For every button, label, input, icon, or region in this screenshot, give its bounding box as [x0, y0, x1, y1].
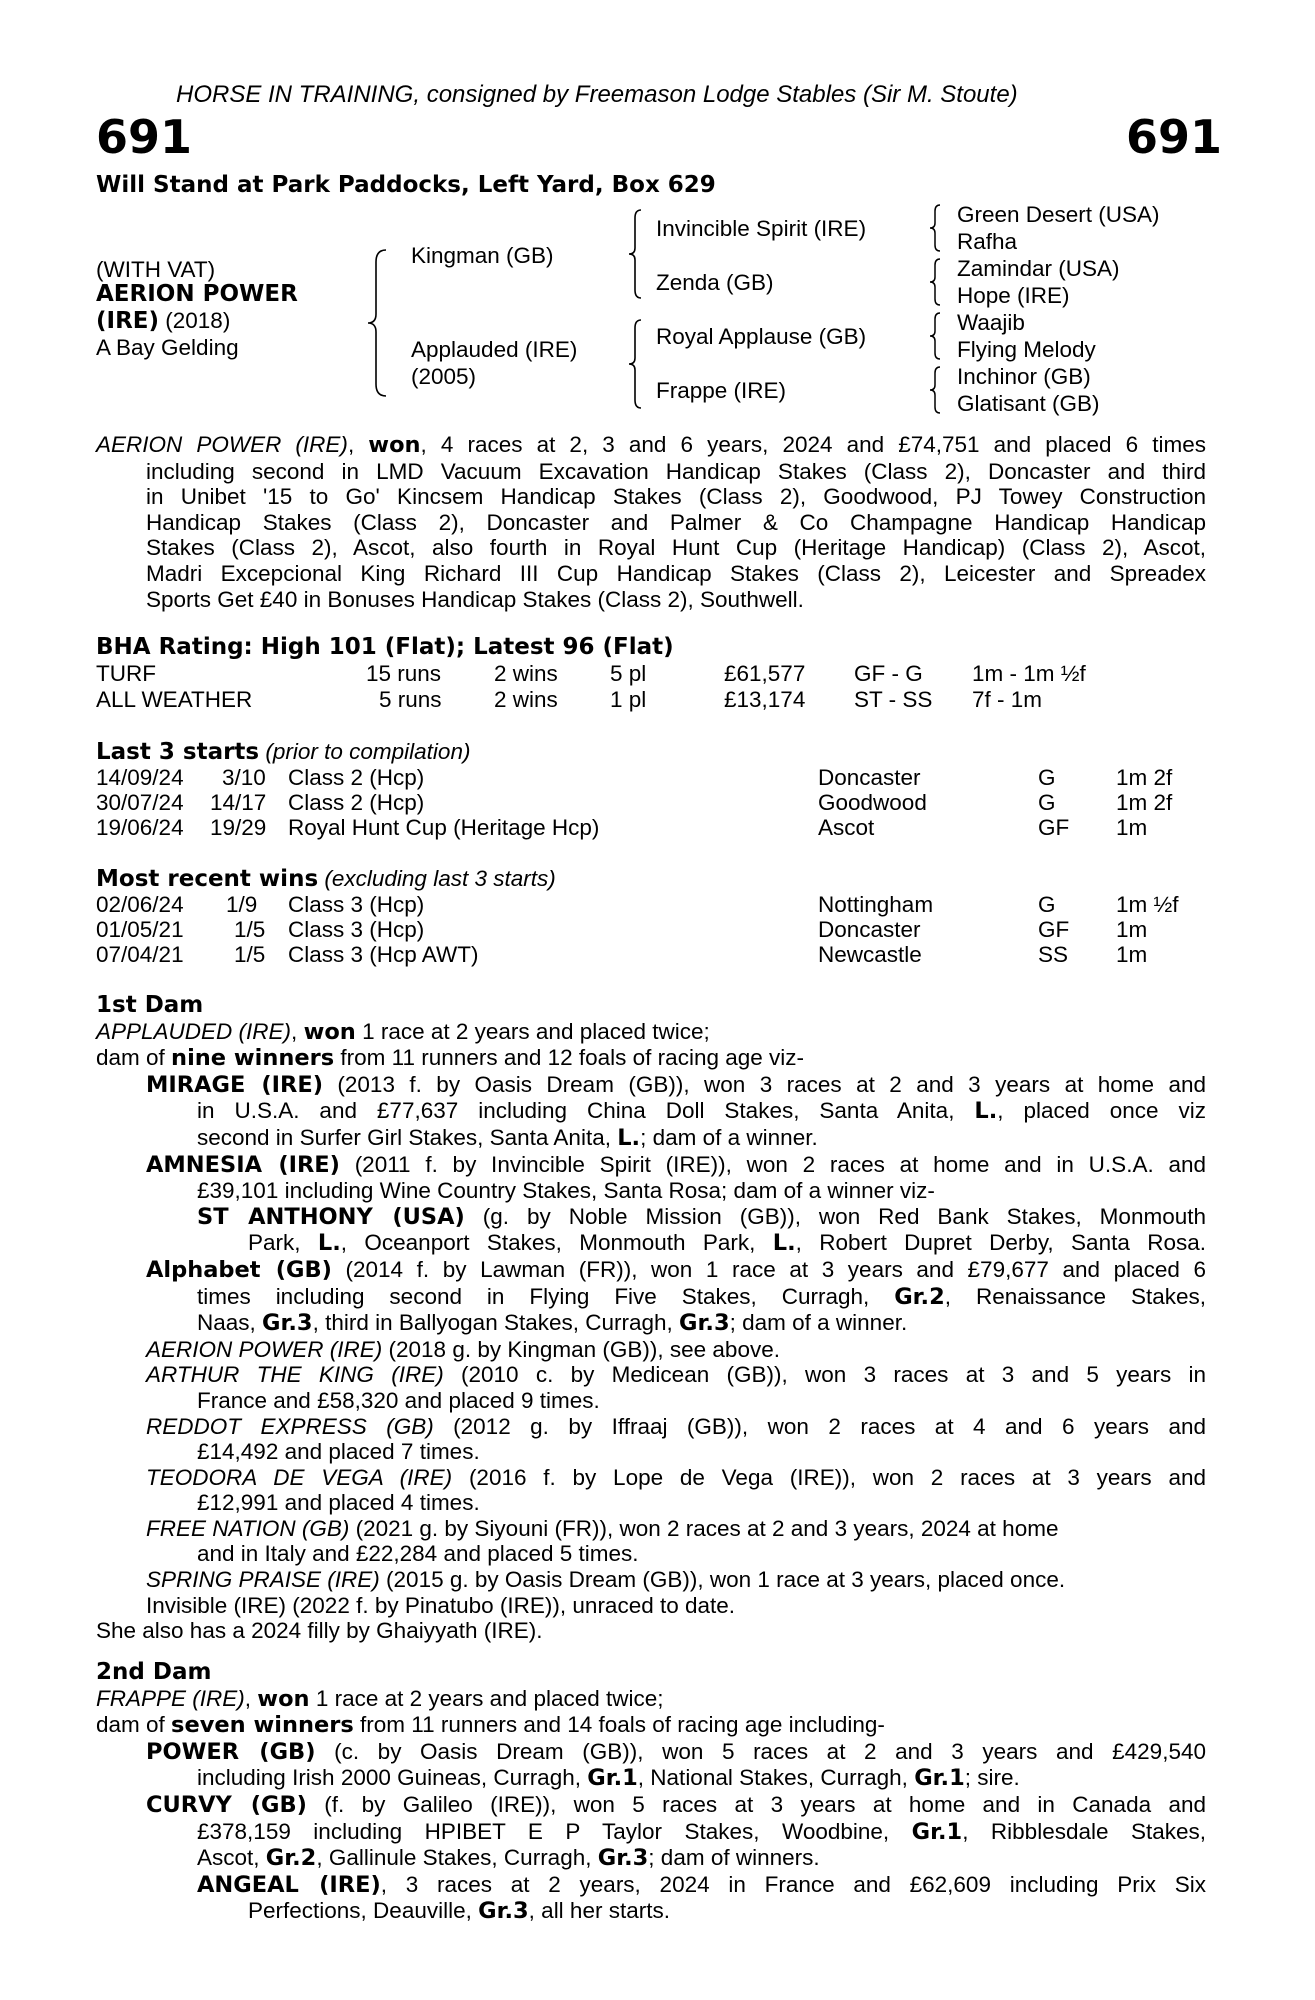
last3-heading: Last 3 starts (prior to compilation): [96, 739, 471, 765]
last3-row: 30/07/24 14/17 Class 2 (Hcp) Goodwood G 1m 2f: [96, 790, 1173, 815]
rating-runs: 15 runs: [366, 661, 442, 686]
pedigree-gg3: Zamindar (USA): [957, 256, 1120, 281]
progeny-line: £378,159 including HPIBET E P Taylor Stakes, Woodbine, Gr.1, Ribblesdale Stakes,: [197, 1818, 1206, 1845]
pedigree-brace-sire: [625, 208, 647, 300]
progeny-line: second in Surfer Girl Stakes, Santa Anita, L.; dam of a winner.: [197, 1124, 818, 1151]
progeny-line: Naas, Gr.3, third in Ballyogan Stakes, Curragh, Gr.3; dam of a winner.: [197, 1310, 908, 1337]
progeny-line: £12,991 and placed 4 times.: [197, 1490, 480, 1516]
progeny-line: ARTHUR THE KING (IRE) (2010 c. by Medicean (GB)), won 3 races at 3 and 5 years in: [146, 1362, 1206, 1388]
rating-row-all-weather: [96, 687, 1206, 713]
rating-heading: BHA Rating: High 101 (Flat); Latest 96 (Flat): [96, 634, 674, 660]
lot-number-left: 691: [96, 110, 193, 164]
second-dam-produce: dam of seven winners from 11 runners and 14 foals of racing age including-: [96, 1712, 885, 1739]
first-dam-produce: dam of nine winners from 11 runners and 12 foals of racing age viz-: [96, 1045, 805, 1072]
rating-distance: 1m - 1m ½f: [972, 661, 1086, 686]
recent-win-row: 07/04/21 1/5 Class 3 (Hcp AWT) Newcastle SS 1m: [96, 942, 1148, 967]
progeny-line: ANGEAL (IRE), 3 races at 2 years, 2024 in France and £62,609 including Prix Six: [197, 1871, 1206, 1898]
first-dam-section: [96, 993, 1206, 1644]
last3-row: 14/09/24 3/10 Class 2 (Hcp) Doncaster G 1m 2f: [96, 765, 1173, 790]
progeny-line: £14,492 and placed 7 times.: [197, 1439, 480, 1465]
summary-line: Sports Get £40 in Bonuses Handicap Stakes (Class 2), Southwell.: [146, 586, 804, 612]
progeny-line: £39,101 including Wine Country Stakes, Santa Rosa; dam of a winner viz-: [197, 1178, 935, 1204]
pedigree-sire-sire: Invincible Spirit (IRE): [656, 216, 867, 241]
race-summary: [96, 432, 1206, 612]
progeny-line: including Irish 2000 Guineas, Curragh, Gr.1, National Stakes, Curragh, Gr.1; sire.: [197, 1765, 1020, 1792]
progeny-line: CURVY (GB) (f. by Galileo (IRE)), won 5 races at 3 years at home and in Canada and: [146, 1791, 1206, 1818]
pedigree-gg2: Rafha: [957, 229, 1018, 254]
lot-number-right: 691: [1126, 110, 1223, 164]
progeny-line: TEODORA DE VEGA (IRE) (2016 f. by Lope de Vega (IRE)), won 2 races at 3 years and: [146, 1464, 1206, 1490]
progeny-line: times including second in Flying Five Stakes, Curragh, Gr.2, Renaissance Stakes,: [197, 1283, 1206, 1310]
recent-win-row: 02/06/24 1/9 Class 3 (Hcp) Nottingham G 1m ½f: [96, 892, 1179, 917]
rating-surface: ALL WEATHER: [96, 687, 253, 712]
first-dam-intro: APPLAUDED (IRE), won 1 race at 2 years and placed twice;: [96, 1018, 710, 1045]
progeny-line: Ascot, Gr.2, Gallinule Stakes, Curragh, Gr.3; dam of winners.: [197, 1845, 820, 1872]
rating-placed: 1 pl: [610, 687, 647, 712]
progeny-line: MIRAGE (IRE) (2013 f. by Oasis Dream (GB)), won 3 races at 2 and 3 years at home and: [146, 1071, 1206, 1098]
summary-line: Stakes (Class 2), Ascot, also fourth in Royal Hunt Cup (Heritage Handicap) (Class 2), Ascot,: [146, 535, 1206, 561]
summary-line: AERION POWER (IRE), won, 4 races at 2, 3 and 6 years, 2024 and £74,751 and placed 6 times: [96, 432, 1206, 458]
pedigree-dam-dam: Frappe (IRE): [656, 378, 787, 403]
recent-win-row: 01/05/21 1/5 Class 3 (Hcp) Doncaster GF 1m: [96, 917, 1148, 942]
pedigree-dam: Applauded (IRE): [411, 337, 578, 362]
rating-money: £13,174: [724, 687, 806, 712]
pedigree-sire-dam: Zenda (GB): [656, 270, 774, 295]
vat-note: (WITH VAT): [96, 257, 216, 282]
rating-going: GF - G: [854, 661, 923, 686]
progeny-line: REDDOT EXPRESS (GB) (2012 g. by Iffraaj (GB)), won 2 races at 4 and 6 years and: [146, 1413, 1206, 1439]
stand-location: Will Stand at Park Paddocks, Left Yard, Box 629: [96, 172, 716, 198]
progeny-line: ST ANTHONY (USA) (g. by Noble Mission (GB)), won Red Bank Stakes, Monmouth: [197, 1203, 1206, 1230]
pedigree-gg5: Waajib: [957, 310, 1025, 335]
pedigree-gg7: Inchinor (GB): [957, 364, 1091, 389]
summary-line: in Unibet '15 to Go' Kincsem Handicap Stakes (Class 2), Goodwood, PJ Towey Construction: [146, 484, 1206, 510]
summary-line: Handicap Stakes (Class 2), Doncaster and Palmer & Co Champagne Handicap Handicap: [146, 509, 1206, 535]
horse-name-suffix: (IRE) (2018): [96, 308, 231, 334]
progeny-line: Park, L., Oceanport Stakes, Monmouth Park, L., Robert Dupret Derby, Santa Rosa.: [248, 1230, 1206, 1257]
pedigree-gg1: Green Desert (USA): [957, 202, 1160, 227]
recent-wins-heading: Most recent wins (excluding last 3 starts): [96, 866, 556, 892]
pedigree-brace-main: [364, 248, 392, 398]
progeny-line: SPRING PRAISE (IRE) (2015 g. by Oasis Dream (GB)), won 1 race at 3 years, placed once.: [146, 1567, 1066, 1593]
second-dam-section: [96, 1660, 1206, 1925]
rating-row-turf: [96, 661, 1206, 687]
summary-line: including second in LMD Vacuum Excavation Handicap Stakes (Class 2), Doncaster and third: [146, 458, 1206, 484]
second-dam-intro: FRAPPE (IRE), won 1 race at 2 years and placed twice;: [96, 1685, 664, 1712]
progeny-line: Perfections, Deauville, Gr.3, all her starts.: [248, 1898, 670, 1925]
pedigree-dam-year: (2005): [411, 364, 477, 389]
first-dam-foal-note: She also has a 2024 filly by Ghaiyyath (IRE).: [96, 1618, 543, 1644]
pedigree-gg8: Glatisant (GB): [957, 391, 1100, 416]
progeny-line: in U.S.A. and £77,637 including China Doll Stakes, Santa Anita, L., placed once viz: [197, 1098, 1206, 1125]
horse-description: A Bay Gelding: [96, 335, 239, 360]
pedigree-brace-gg4: [926, 365, 946, 415]
rating-distance: 7f - 1m: [972, 687, 1043, 712]
consignor-line: HORSE IN TRAINING, consigned by Freemason Lodge Stables (Sir M. Stoute): [176, 81, 1018, 108]
pedigree-brace-gg3: [926, 311, 946, 361]
pedigree-brace-gg2: [926, 257, 946, 307]
second-dam-heading: 2nd Dam: [96, 1659, 212, 1685]
rating-going: ST - SS: [854, 687, 933, 712]
progeny-line: FREE NATION (GB) (2021 g. by Siyouni (FR)), won 2 races at 2 and 3 years, 2024 at home: [146, 1515, 1059, 1541]
rating-money: £61,577: [724, 661, 806, 686]
rating-wins: 2 wins: [494, 661, 558, 686]
pedigree-gg4: Hope (IRE): [957, 283, 1070, 308]
progeny-line: AERION POWER (IRE) (2018 g. by Kingman (GB)), see above.: [146, 1336, 780, 1362]
progeny-line: and in Italy and £22,284 and placed 5 times.: [197, 1541, 639, 1567]
first-dam-heading: 1st Dam: [96, 992, 204, 1018]
summary-line: Madri Excepcional King Richard III Cup Handicap Stakes (Class 2), Leicester and Spreadex: [146, 560, 1206, 586]
pedigree-dam-sire: Royal Applause (GB): [656, 324, 867, 349]
pedigree-gg6: Flying Melody: [957, 337, 1096, 362]
rating-runs: 5 runs: [379, 687, 442, 712]
rating-wins: 2 wins: [494, 687, 558, 712]
rating-surface: TURF: [96, 661, 156, 686]
last3-row: 19/06/24 19/29 Royal Hunt Cup (Heritage Hcp) Ascot GF 1m: [96, 815, 1148, 840]
progeny-line: Invisible (IRE) (2022 f. by Pinatubo (IRE)), unraced to date.: [146, 1592, 736, 1618]
pedigree-brace-dam: [625, 318, 647, 410]
progeny-line: AMNESIA (IRE) (2011 f. by Invincible Spirit (IRE)), won 2 races at home and in U.S.A. and: [146, 1151, 1206, 1178]
progeny-line: Alphabet (GB) (2014 f. by Lawman (FR)), won 1 race at 3 years and £79,677 and placed 6: [146, 1256, 1207, 1283]
rating-placed: 5 pl: [610, 661, 647, 686]
horse-name: AERION POWER: [96, 281, 298, 307]
pedigree-sire: Kingman (GB): [411, 243, 554, 268]
progeny-line: France and £58,320 and placed 9 times.: [197, 1387, 600, 1413]
progeny-line: POWER (GB) (c. by Oasis Dream (GB)), won 5 races at 2 and 3 years and £429,540: [146, 1738, 1206, 1765]
pedigree-brace-gg1: [926, 203, 946, 253]
